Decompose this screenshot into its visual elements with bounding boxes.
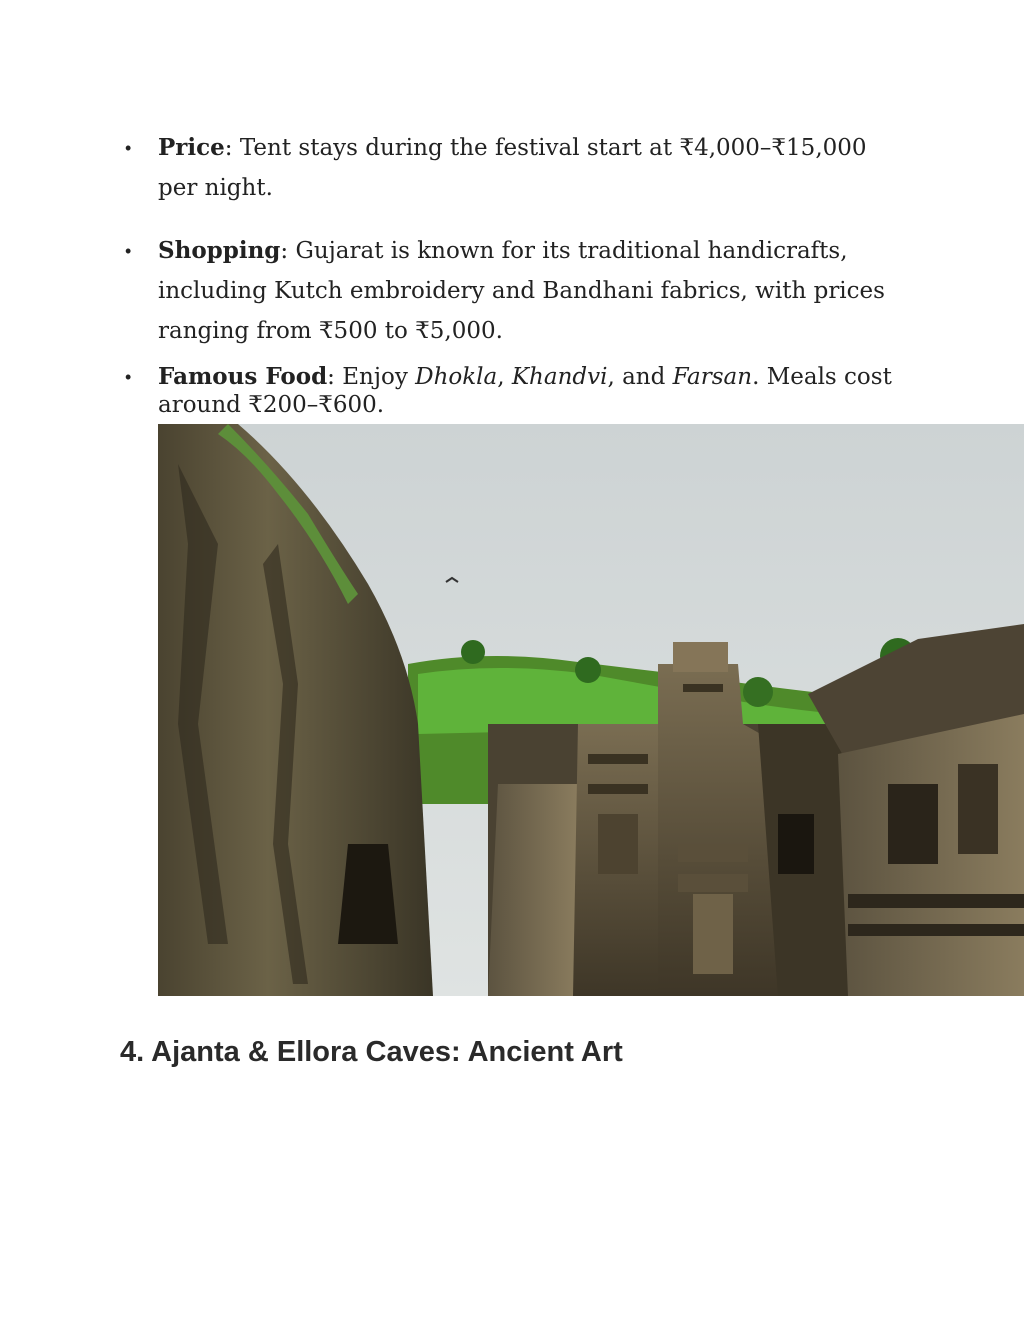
price-separator: : bbox=[224, 135, 240, 161]
shopping-text-line3: ranging from ₹500 to ₹5,000. bbox=[158, 318, 503, 344]
price-label: Price bbox=[158, 134, 225, 161]
bullet-marker: • bbox=[125, 367, 132, 387]
food-separator: : bbox=[327, 364, 343, 390]
ellora-temple-illustration bbox=[158, 424, 1024, 996]
bullet-marker: • bbox=[125, 138, 132, 158]
food-dhokla: Dhokla bbox=[415, 364, 498, 390]
list-item-shopping bbox=[120, 231, 900, 351]
section-heading: 4. Ajanta & Ellora Caves: Ancient Art bbox=[120, 1036, 623, 1068]
bullet-marker: • bbox=[125, 241, 132, 261]
bullet-list bbox=[120, 128, 900, 419]
food-intro: Enjoy bbox=[342, 364, 416, 390]
food-khandvi: Khandvi bbox=[511, 364, 608, 390]
list-item-food bbox=[120, 363, 900, 419]
shopping-text-line1: Gujarat is known for its traditional handicrafts, bbox=[295, 238, 848, 264]
price-text: Tent stays during the festival start at ₹4,000–₹15,000 per night. bbox=[158, 135, 867, 201]
food-label: Famous Food bbox=[158, 363, 328, 390]
food-comma: , bbox=[497, 364, 512, 390]
ellora-caves-photo bbox=[158, 424, 1024, 996]
shopping-label: Shopping bbox=[158, 237, 281, 264]
list-item-price bbox=[120, 128, 900, 208]
food-farsan: Farsan bbox=[672, 364, 753, 390]
shopping-text-line2: including Kutch embroidery and Bandhani fabrics, with prices bbox=[158, 278, 885, 304]
shopping-separator: : bbox=[280, 238, 296, 264]
food-cost-text: . Meals cost around ₹200–₹600. bbox=[158, 364, 892, 418]
food-and: , and bbox=[607, 364, 673, 390]
